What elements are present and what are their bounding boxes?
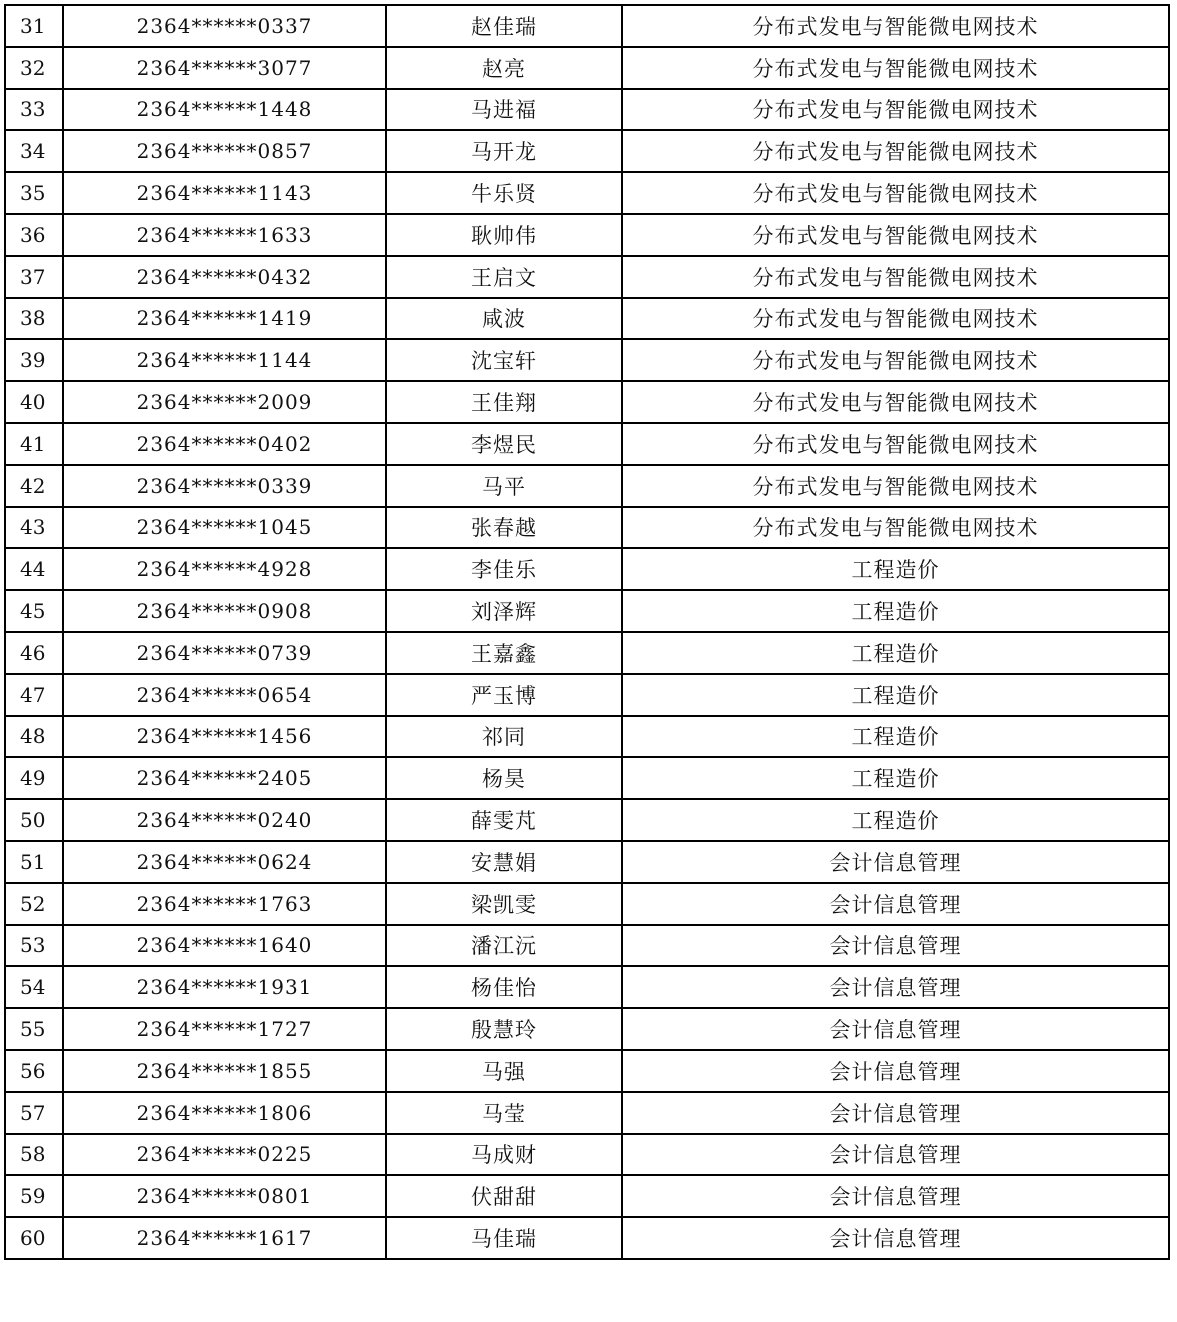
major-name: 工程造价: [622, 799, 1169, 841]
table-row: [5, 674, 1169, 716]
student-name: 潘江沅: [386, 925, 622, 967]
row-number: 35: [5, 172, 63, 214]
student-name: 牛乐贤: [386, 172, 622, 214]
student-name: 刘泽辉: [386, 590, 622, 632]
row-number: 47: [5, 674, 63, 716]
major-name: 工程造价: [622, 674, 1169, 716]
student-name: 梁凯雯: [386, 883, 622, 925]
student-name: 王嘉鑫: [386, 632, 622, 674]
major-name: 分布式发电与智能微电网技术: [622, 130, 1169, 172]
table-row: [5, 1050, 1169, 1092]
student-id: 2364******1143: [63, 172, 386, 214]
table-row: [5, 925, 1169, 967]
row-number: 59: [5, 1175, 63, 1217]
table-row: [5, 841, 1169, 883]
table-row: [5, 339, 1169, 381]
table-row: [5, 47, 1169, 89]
student-name: 耿帅伟: [386, 214, 622, 256]
student-name: 薛雯芃: [386, 799, 622, 841]
student-name: 马进福: [386, 89, 622, 131]
row-number: 41: [5, 423, 63, 465]
major-name: 分布式发电与智能微电网技术: [622, 214, 1169, 256]
major-name: 会计信息管理: [622, 883, 1169, 925]
table-row: [5, 130, 1169, 172]
major-name: 分布式发电与智能微电网技术: [622, 5, 1169, 47]
row-number: 45: [5, 590, 63, 632]
student-name: 马强: [386, 1050, 622, 1092]
student-name: 王启文: [386, 256, 622, 298]
table-row: [5, 381, 1169, 423]
row-number: 53: [5, 925, 63, 967]
major-name: 分布式发电与智能微电网技术: [622, 465, 1169, 507]
student-name: 马开龙: [386, 130, 622, 172]
major-name: 会计信息管理: [622, 1175, 1169, 1217]
student-id: 2364******0801: [63, 1175, 386, 1217]
student-id: 2364******1806: [63, 1092, 386, 1134]
student-name: 李煜民: [386, 423, 622, 465]
row-number: 40: [5, 381, 63, 423]
student-name: 咸波: [386, 298, 622, 340]
table-row: [5, 716, 1169, 758]
student-id: 2364******1617: [63, 1217, 386, 1259]
row-number: 42: [5, 465, 63, 507]
student-name: 张春越: [386, 507, 622, 549]
student-name: 殷慧玲: [386, 1008, 622, 1050]
major-name: 会计信息管理: [622, 966, 1169, 1008]
major-name: 分布式发电与智能微电网技术: [622, 47, 1169, 89]
student-id: 2364******0339: [63, 465, 386, 507]
row-number: 55: [5, 1008, 63, 1050]
major-name: 分布式发电与智能微电网技术: [622, 381, 1169, 423]
row-number: 51: [5, 841, 63, 883]
row-number: 49: [5, 757, 63, 799]
major-name: 工程造价: [622, 757, 1169, 799]
student-name: 马平: [386, 465, 622, 507]
major-name: 会计信息管理: [622, 1217, 1169, 1259]
table-row: [5, 548, 1169, 590]
student-name: 马莹: [386, 1092, 622, 1134]
row-number: 31: [5, 5, 63, 47]
row-number: 37: [5, 256, 63, 298]
row-number: 57: [5, 1092, 63, 1134]
student-name: 赵亮: [386, 47, 622, 89]
student-name: 杨佳怡: [386, 966, 622, 1008]
row-number: 54: [5, 966, 63, 1008]
row-number: 34: [5, 130, 63, 172]
student-name: 安慧娟: [386, 841, 622, 883]
table-row: [5, 298, 1169, 340]
row-number: 44: [5, 548, 63, 590]
table-row: [5, 1092, 1169, 1134]
student-name: 赵佳瑞: [386, 5, 622, 47]
row-number: 52: [5, 883, 63, 925]
major-name: 分布式发电与智能微电网技术: [622, 339, 1169, 381]
student-id: 2364******2009: [63, 381, 386, 423]
student-id: 2364******0240: [63, 799, 386, 841]
row-number: 56: [5, 1050, 63, 1092]
student-id: 2364******1633: [63, 214, 386, 256]
table-row: [5, 214, 1169, 256]
student-id: 2364******1419: [63, 298, 386, 340]
student-id: 2364******0225: [63, 1134, 386, 1176]
row-number: 36: [5, 214, 63, 256]
row-number: 58: [5, 1134, 63, 1176]
major-name: 工程造价: [622, 548, 1169, 590]
table-row: [5, 172, 1169, 214]
student-name: 祁同: [386, 716, 622, 758]
major-name: 分布式发电与智能微电网技术: [622, 298, 1169, 340]
table-row: [5, 256, 1169, 298]
student-id: 2364******1727: [63, 1008, 386, 1050]
student-id: 2364******0908: [63, 590, 386, 632]
table-row: [5, 1134, 1169, 1176]
major-name: 分布式发电与智能微电网技术: [622, 256, 1169, 298]
student-id: 2364******2405: [63, 757, 386, 799]
table-row: [5, 1175, 1169, 1217]
row-number: 50: [5, 799, 63, 841]
student-id: 2364******1931: [63, 966, 386, 1008]
student-id: 2364******0857: [63, 130, 386, 172]
student-id: 2364******1456: [63, 716, 386, 758]
student-name: 马佳瑞: [386, 1217, 622, 1259]
student-id: 2364******1640: [63, 925, 386, 967]
student-id: 2364******4928: [63, 548, 386, 590]
student-name: 李佳乐: [386, 548, 622, 590]
major-name: 分布式发电与智能微电网技术: [622, 423, 1169, 465]
student-id: 2364******0432: [63, 256, 386, 298]
student-id: 2364******0739: [63, 632, 386, 674]
major-name: 工程造价: [622, 716, 1169, 758]
student-name: 马成财: [386, 1134, 622, 1176]
table-row: [5, 799, 1169, 841]
student-id: 2364******1763: [63, 883, 386, 925]
table-row: [5, 966, 1169, 1008]
major-name: 会计信息管理: [622, 1008, 1169, 1050]
major-name: 会计信息管理: [622, 1050, 1169, 1092]
row-number: 48: [5, 716, 63, 758]
table-row: [5, 1008, 1169, 1050]
student-id: 2364******1144: [63, 339, 386, 381]
student-id: 2364******0654: [63, 674, 386, 716]
row-number: 33: [5, 89, 63, 131]
major-name: 分布式发电与智能微电网技术: [622, 507, 1169, 549]
table-row: [5, 507, 1169, 549]
student-name: 沈宝轩: [386, 339, 622, 381]
student-id: 2364******0624: [63, 841, 386, 883]
student-id: 2364******1855: [63, 1050, 386, 1092]
major-name: 会计信息管理: [622, 1134, 1169, 1176]
row-number: 60: [5, 1217, 63, 1259]
student-name: 王佳翔: [386, 381, 622, 423]
student-roster-table: [4, 4, 1170, 1260]
student-id: 2364******1045: [63, 507, 386, 549]
table-row: [5, 883, 1169, 925]
major-name: 会计信息管理: [622, 1092, 1169, 1134]
table-row: [5, 5, 1169, 47]
table-row: [5, 1217, 1169, 1259]
major-name: 分布式发电与智能微电网技术: [622, 89, 1169, 131]
student-id: 2364******0402: [63, 423, 386, 465]
row-number: 38: [5, 298, 63, 340]
student-name: 严玉博: [386, 674, 622, 716]
major-name: 会计信息管理: [622, 841, 1169, 883]
row-number: 43: [5, 507, 63, 549]
table-row: [5, 757, 1169, 799]
student-id: 2364******0337: [63, 5, 386, 47]
roster-body: [5, 5, 1169, 1259]
major-name: 工程造价: [622, 590, 1169, 632]
student-id: 2364******3077: [63, 47, 386, 89]
row-number: 39: [5, 339, 63, 381]
table-row: [5, 423, 1169, 465]
row-number: 32: [5, 47, 63, 89]
major-name: 会计信息管理: [622, 925, 1169, 967]
table-row: [5, 89, 1169, 131]
table-row: [5, 590, 1169, 632]
table-row: [5, 632, 1169, 674]
major-name: 工程造价: [622, 632, 1169, 674]
student-name: 伏甜甜: [386, 1175, 622, 1217]
student-id: 2364******1448: [63, 89, 386, 131]
row-number: 46: [5, 632, 63, 674]
student-name: 杨昊: [386, 757, 622, 799]
table-row: [5, 465, 1169, 507]
major-name: 分布式发电与智能微电网技术: [622, 172, 1169, 214]
